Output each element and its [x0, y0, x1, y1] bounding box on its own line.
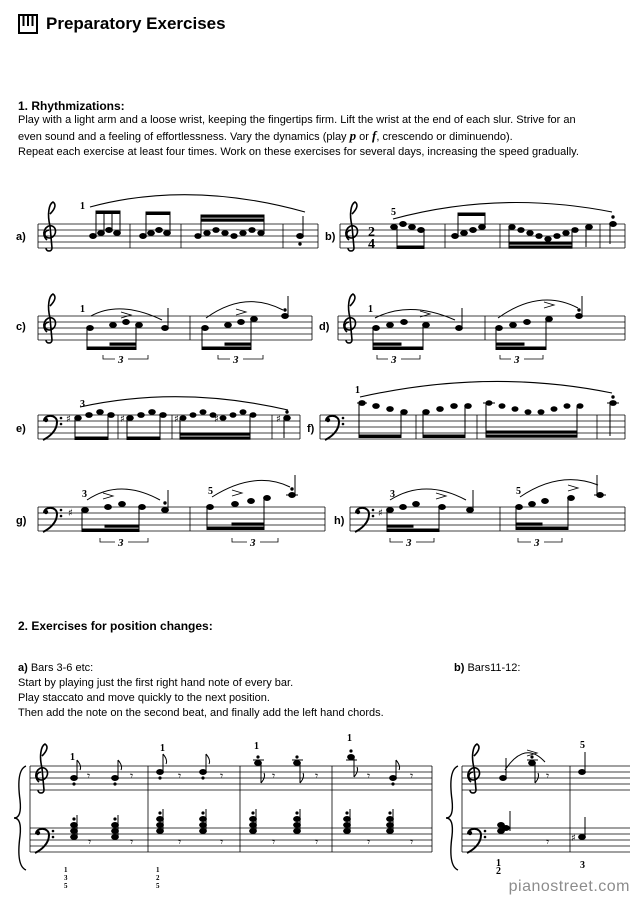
tuplet-h2: 3: [534, 537, 540, 549]
section2a-title-text: Bars 3-6 etc:: [27, 662, 94, 674]
slur-a: [90, 195, 305, 212]
svg-text:𝄾: 𝄾: [178, 769, 182, 783]
tuplet-bracket-h2: [518, 538, 562, 542]
exercise-label-c: c): [16, 321, 26, 333]
sharp-g: ♯: [68, 508, 73, 519]
fingering-h2: 5: [516, 486, 521, 497]
treble-clef-2a: [36, 744, 48, 793]
svg-text:𝄾: 𝄾: [220, 769, 224, 783]
slur-e: [80, 397, 288, 410]
lh-fing-a-1: 3: [64, 874, 68, 882]
svg-text:𝄾: 𝄾: [88, 835, 92, 849]
svg-text:♯: ♯: [66, 414, 71, 425]
notes-f: [357, 396, 619, 438]
treble-clef-c: [44, 294, 56, 343]
tuplet-c2: 3: [233, 354, 239, 366]
tuplet-bracket-c2: [218, 355, 263, 359]
accent-c2: [236, 309, 246, 315]
tuplet-bracket-h1: [390, 538, 434, 542]
exercise-label-f: f): [307, 423, 315, 435]
svg-text:𝄾: 𝄾: [367, 769, 371, 783]
bass-clef-f: [325, 416, 344, 440]
bass-clef-e: [43, 416, 62, 440]
fingering-2a-3: 1: [254, 741, 259, 752]
grand-staff-brace-b: [446, 766, 458, 870]
fingering-2a-1: 1: [70, 752, 75, 763]
section2b-label: b): [454, 662, 465, 674]
exercise-label-a: a): [16, 231, 26, 243]
section2a-label: a): [18, 662, 28, 674]
svg-text:𝄾: 𝄾: [87, 769, 91, 783]
svg-text:♯: ♯: [276, 414, 281, 425]
notes-e: [75, 410, 291, 440]
page-title: Preparatory Exercises: [46, 14, 226, 33]
lh-fingering-a: [64, 866, 68, 890]
svg-text:𝄾: 𝄾: [315, 769, 319, 783]
section2-heading: 2. Exercises for position changes:: [18, 619, 213, 633]
exercise-label-d: d): [319, 321, 330, 333]
lh-fing-b-0: 1: [156, 866, 160, 874]
line2-part-a: even sound and a feeling of effortlessness. Vary the dynamics (play: [18, 131, 350, 143]
fingering-a: 1: [80, 201, 85, 212]
lh-fing-a-2: 5: [64, 882, 68, 890]
fingering-2a-4: 1: [347, 733, 352, 744]
tuplet-c1: 3: [118, 354, 124, 366]
tuplet-bracket-d1: [377, 355, 420, 359]
notes-c: [87, 296, 289, 350]
svg-text:𝄾: 𝄾: [130, 835, 134, 849]
slur-h1: [390, 489, 466, 500]
line2-part-b: or: [356, 131, 373, 143]
tuplet-g2: 3: [250, 537, 256, 549]
bass-clef-g: [43, 508, 62, 532]
exercise-label-h: h): [334, 515, 345, 527]
tuplet-h1: 3: [406, 537, 412, 549]
treble-clef-b: [346, 202, 358, 251]
svg-text:𝄾: 𝄾: [130, 769, 134, 783]
slur-2b: [505, 753, 545, 770]
treble-clef-d: [344, 294, 356, 343]
bass-clef-h: [355, 508, 374, 532]
exercise-label-g: g): [16, 515, 27, 527]
slur-c1: [91, 309, 162, 320]
exercise-label-e: e): [16, 423, 26, 435]
dynamic-f: f: [372, 128, 377, 143]
svg-text:𝄾: 𝄾: [410, 835, 414, 849]
notes-2a: [71, 750, 400, 785]
lh-fing-b-2: 5: [156, 882, 160, 890]
slur-c2: [206, 302, 283, 318]
section1-line3: Repeat each exercise at least four times. Work on these exercises for several days, increasing the speed gradually.: [18, 146, 579, 158]
fingering-2b-5: 5: [580, 740, 585, 751]
tuplet-bracket-c1: [103, 355, 148, 359]
fingering-e: 3: [80, 399, 85, 410]
section2a-line3: Then add the note on the second beat, and finally add the left hand chords.: [18, 707, 384, 719]
grand-staff-brace-a: [14, 766, 26, 870]
tuplet-g1: 3: [118, 537, 124, 549]
svg-text:𝄾: 𝄾: [367, 835, 371, 849]
staff-g: [38, 507, 325, 531]
treble-clef-2b: [468, 744, 480, 793]
fingering-d: 1: [368, 304, 373, 315]
rests-2b: [546, 769, 549, 849]
svg-text:𝄾: 𝄾: [272, 835, 276, 849]
accent-g2: [232, 490, 242, 496]
accent-d2: [544, 302, 554, 308]
staff-a: [38, 224, 318, 248]
svg-text:♯: ♯: [120, 414, 125, 425]
svg-text:𝄾: 𝄾: [272, 769, 276, 783]
accent-h2: [568, 485, 578, 491]
notes-h: [387, 475, 606, 532]
svg-text:♯: ♯: [174, 414, 179, 425]
svg-text:𝄾: 𝄾: [315, 835, 319, 849]
sharps-e: [66, 414, 281, 425]
section2a-line2: Play staccato and move quickly to the next position.: [18, 692, 270, 704]
lh-fing-b-1: 2: [156, 874, 160, 882]
time-sig-b-top: 2: [368, 225, 375, 240]
watermark: pianostreet.com: [508, 878, 630, 895]
notes-2b: [498, 752, 586, 840]
accent-g1: [103, 493, 113, 499]
svg-text:♯: ♯: [214, 414, 219, 425]
rests-2a: [87, 769, 413, 783]
slur-d2: [498, 300, 578, 318]
section2a-line1: Start by playing just the first right hand note of every bar.: [18, 677, 294, 689]
slur-f: [360, 381, 612, 397]
svg-text:𝄾: 𝄾: [546, 769, 550, 783]
line2-part-c: , crescendo or diminuendo).: [376, 131, 513, 143]
fingering-g2: 5: [208, 486, 213, 497]
sharp-2b: ♯: [571, 833, 576, 844]
section1-line1: Play with a light arm and a loose wrist, keeping the fingertips firm. Lift the wrist at the end of each slur. Strive for an: [18, 114, 576, 126]
fingering-h1: 3: [390, 489, 395, 500]
fingering-c: 1: [80, 304, 85, 315]
notes-a: [90, 211, 304, 245]
slur-g2: [212, 480, 290, 497]
time-sig-b-bottom: 4: [368, 237, 375, 252]
rests-2a-bass: [88, 835, 413, 849]
chords-2a: [71, 809, 394, 840]
notes-b: [391, 213, 617, 249]
exercise-label-b: b): [325, 231, 336, 243]
accent-h1: [436, 493, 446, 499]
section1-heading: 1. Rhythmizations:: [18, 99, 125, 113]
sharp-h: ♯: [378, 508, 383, 519]
dynamic-p: p: [349, 128, 357, 143]
fingering-b: 5: [391, 207, 396, 218]
svg-text:𝄾: 𝄾: [410, 769, 414, 783]
lh-fing-d: 3: [580, 860, 585, 871]
staff-d: [338, 316, 625, 340]
fingering-f: 1: [355, 385, 360, 396]
tuplet-d1: 3: [391, 354, 397, 366]
treble-clef-a: [44, 202, 56, 251]
staff-c: [38, 316, 312, 340]
tuplet-bracket-g1: [100, 538, 148, 542]
accent-c1: [121, 312, 131, 318]
lh-fing-c-0: 1: [496, 858, 501, 869]
tuplet-d2: 3: [514, 354, 520, 366]
slur-b: [393, 203, 612, 219]
bass-clef-2a: [35, 829, 54, 853]
tuplet-bracket-d2: [500, 355, 543, 359]
lh-fingering-b: [156, 866, 160, 890]
bass-clef-2b: [467, 829, 486, 853]
svg-text:𝄾: 𝄾: [178, 835, 182, 849]
fingering-g1: 3: [82, 489, 87, 500]
slur-g1: [87, 489, 160, 500]
lh-fing-a-0: 1: [64, 866, 68, 874]
slur-d1: [375, 309, 455, 320]
lh-fing-c-1: 2: [496, 866, 501, 877]
svg-text:𝄾: 𝄾: [220, 835, 224, 849]
svg-text:𝄾: 𝄾: [546, 835, 550, 849]
slur-h2: [520, 480, 598, 497]
section2b-title-text: Bars11-12:: [464, 662, 521, 674]
fingering-2a-2: 1: [160, 743, 165, 754]
